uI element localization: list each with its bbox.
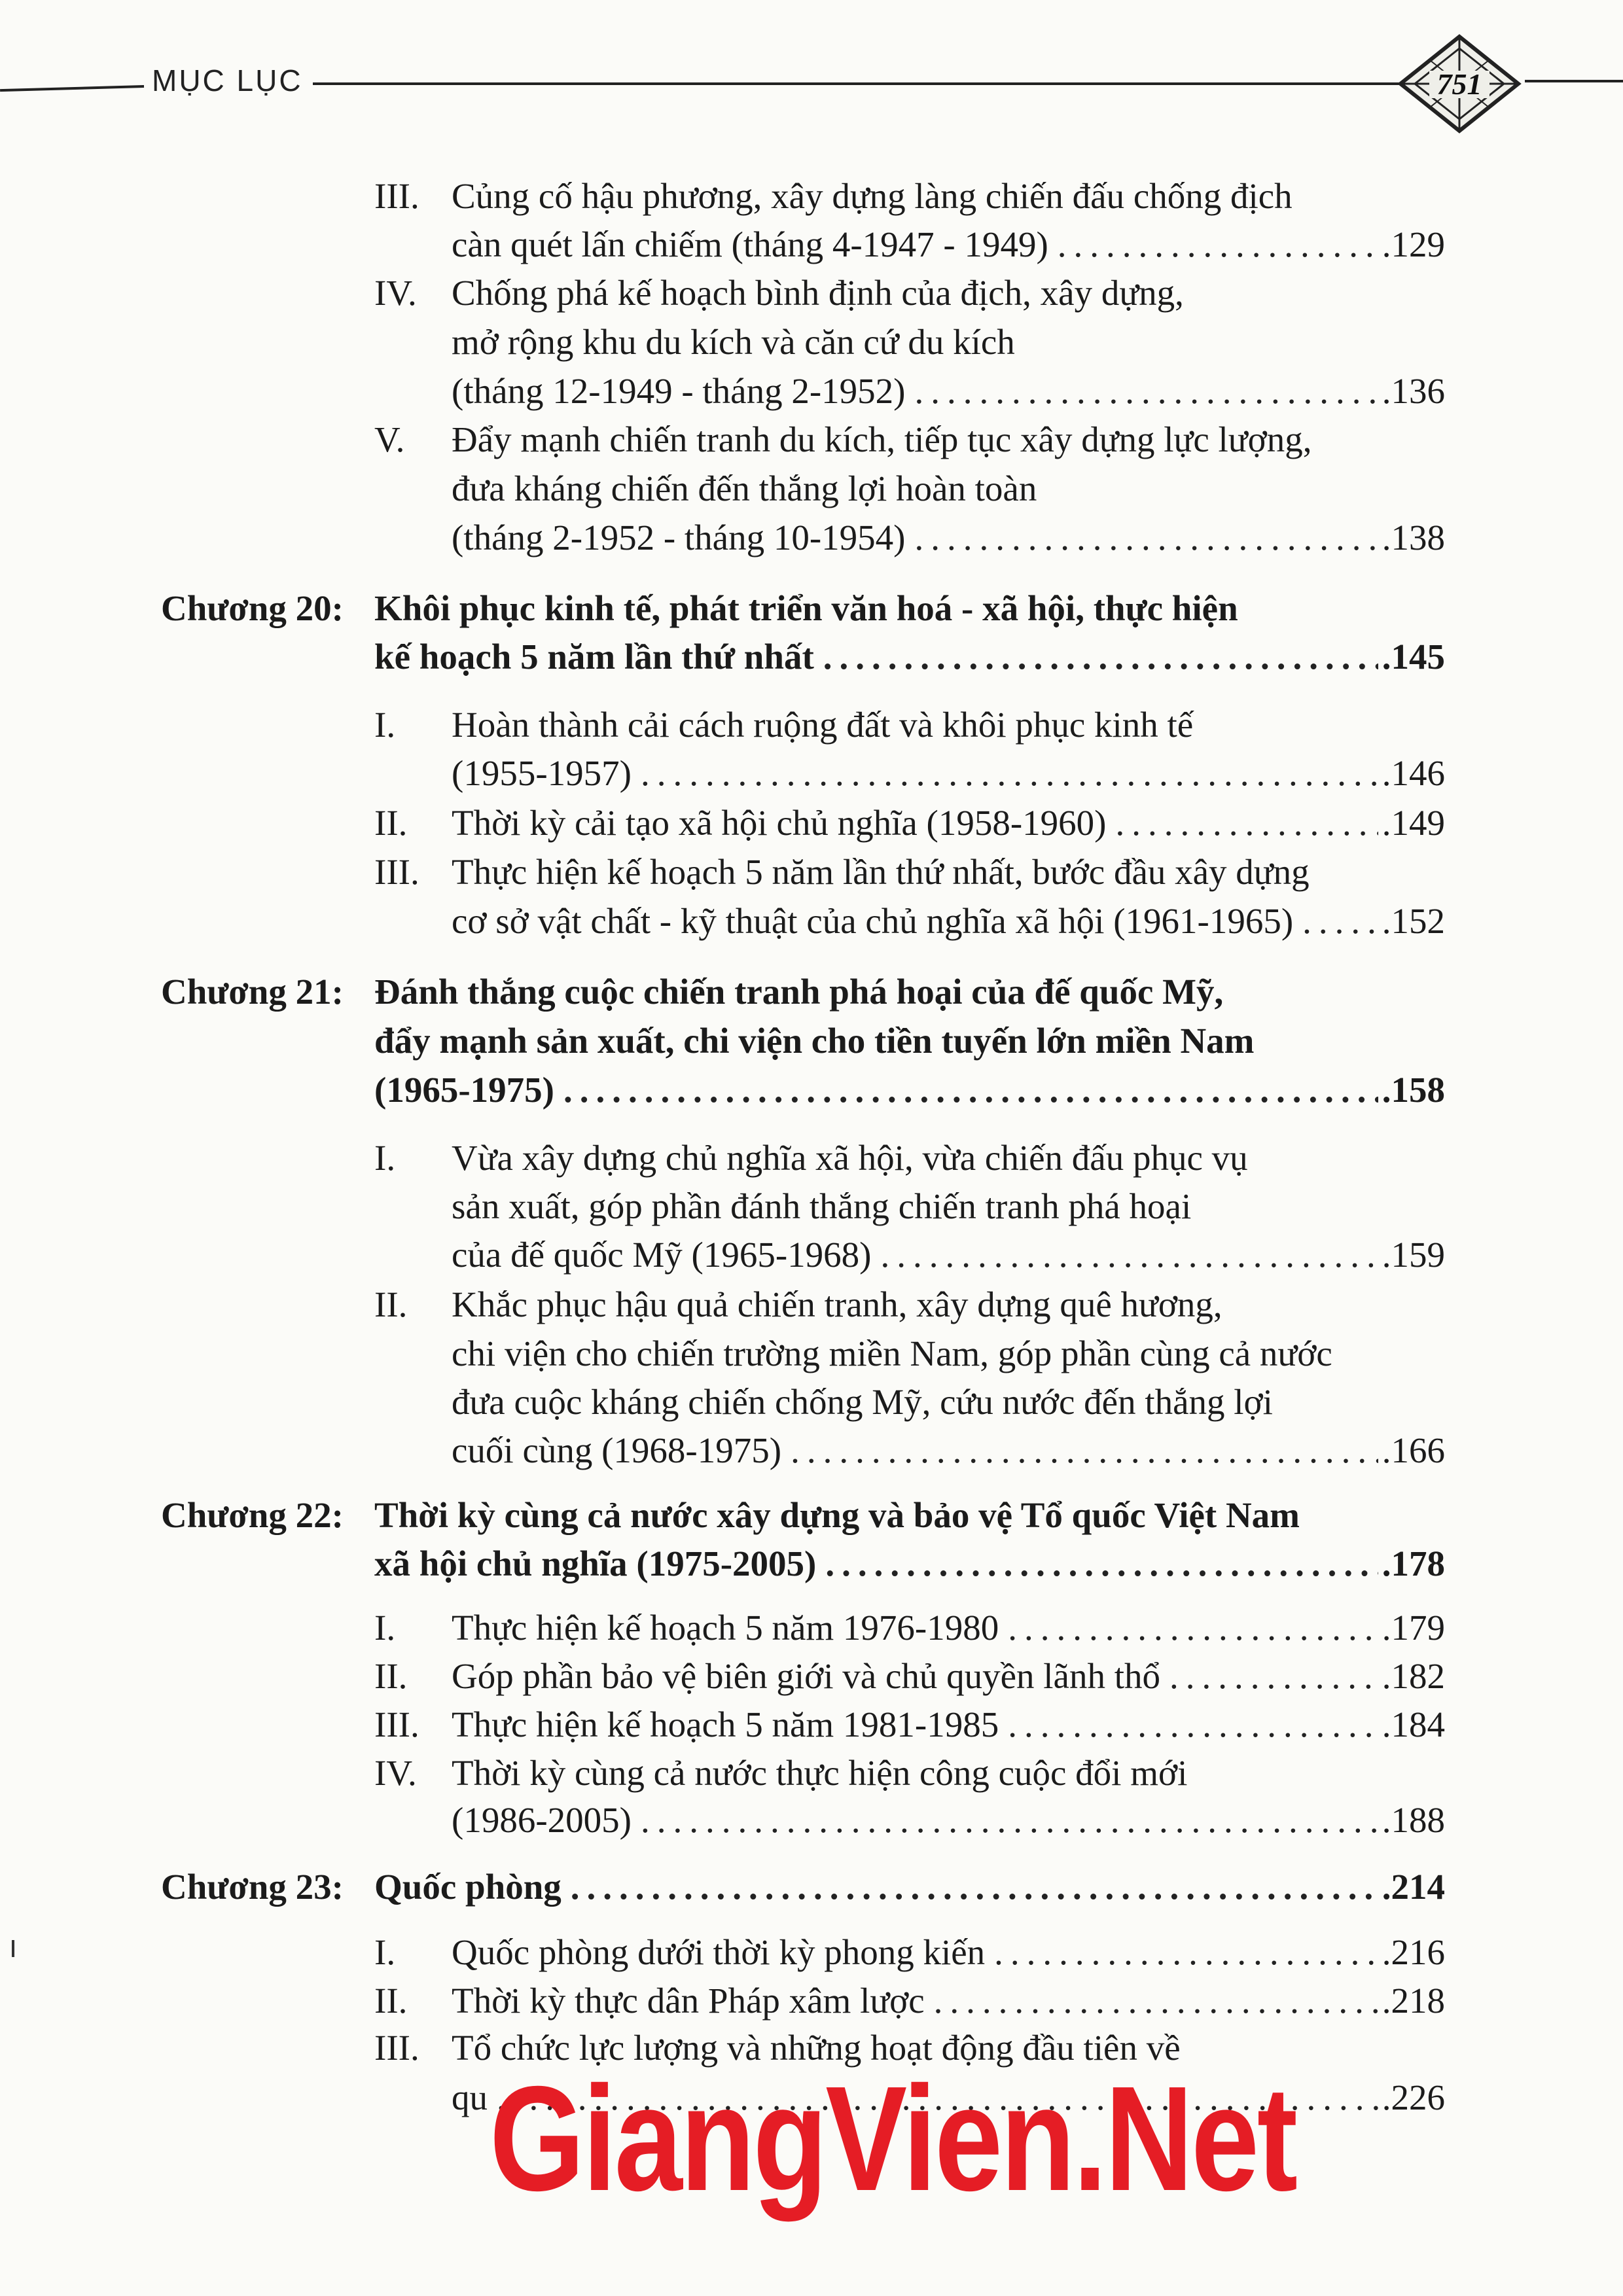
- section-title-line: Thực hiện kế hoạch 5 năm 1981-1985: [452, 1704, 999, 1744]
- toc-leader-line: [374, 1067, 1445, 1114]
- header-rule-left: [0, 85, 144, 92]
- page-ref: .226: [1382, 2077, 1445, 2117]
- section-title-line: Khắc phục hậu quả chiến tranh, xây dựng quê hương,: [452, 1284, 1222, 1324]
- section-title-line: Thời kỳ cùng cả nước thực hiện công cuộc đổi mới: [452, 1753, 1188, 1793]
- page-ref: .152: [1382, 901, 1445, 941]
- section-title-line: Củng cố hậu phương, xây dựng làng chiến đấu chống địch: [452, 176, 1293, 216]
- section-title-line: của đế quốc Mỹ (1965-1968): [452, 1235, 872, 1275]
- toc-leader-line: [452, 1701, 1445, 1748]
- section-number: I.: [374, 1608, 396, 1648]
- toc-leader-line: [452, 221, 1445, 268]
- toc-leader-line: [452, 750, 1445, 797]
- page-ref: .145: [1382, 637, 1445, 677]
- page-ref: .179: [1382, 1608, 1445, 1648]
- section-number: III.: [374, 176, 419, 216]
- toc-leader-line: [452, 1231, 1445, 1279]
- section-title-line: (1955-1957): [452, 753, 632, 793]
- toc-leader-line: [452, 898, 1445, 945]
- chapter-title-line: Thời kỳ cùng cả nước xây dựng và bảo vệ Tổ quốc Việt Nam: [374, 1495, 1300, 1535]
- section-number: III.: [374, 1704, 419, 1744]
- toc-leader-line: [374, 633, 1445, 680]
- section-title-line: cơ sở vật chất - kỹ thuật của chủ nghĩa xã hội (1961-1965): [452, 901, 1294, 941]
- page-header: [0, 0, 1623, 170]
- chapter-title-line: đẩy mạnh sản xuất, chi viện cho tiền tuyến lớn miền Nam: [374, 1021, 1255, 1061]
- page-ref: .184: [1382, 1704, 1445, 1744]
- header-title: MỤC LỤC: [152, 63, 303, 97]
- section-title-line: cuối cùng (1968-1975): [452, 1430, 782, 1470]
- section-title-line: càn quét lấn chiếm (tháng 4-1947 - 1949): [452, 224, 1048, 264]
- section-title-line: Góp phần bảo vệ biên giới và chủ quyền lãnh thổ: [452, 1656, 1161, 1696]
- page-ref: .182: [1382, 1656, 1445, 1696]
- page-ref: .149: [1382, 803, 1445, 843]
- section-title-line: chi viện cho chiến trường miền Nam, góp phần cùng cả nước: [452, 1333, 1332, 1373]
- page-number: 751: [1436, 67, 1482, 101]
- toc-leader-line: [452, 800, 1445, 847]
- margin-mark: [12, 1940, 14, 1957]
- section-number: III.: [374, 852, 419, 892]
- page-number-emblem: [1394, 31, 1525, 136]
- section-number: I.: [374, 1138, 396, 1178]
- page-ref: .214: [1382, 1867, 1445, 1907]
- toc-leader-line: [452, 1929, 1445, 1976]
- section-title-line: (1986-2005): [452, 1800, 632, 1840]
- toc-leader-line: [452, 1977, 1445, 2024]
- section-number: III.: [374, 2028, 419, 2068]
- page-ref: .218: [1382, 1981, 1445, 2021]
- section-title-line: Thực hiện kế hoạch 5 năm 1976-1980: [452, 1608, 999, 1648]
- page-ref: .216: [1382, 1932, 1445, 1972]
- toc-leader-line: [452, 514, 1445, 561]
- page-ref: .178: [1382, 1544, 1445, 1583]
- chapter-title-line: (1965-1975): [374, 1070, 554, 1110]
- section-title-line: Quốc phòng dưới thời kỳ phong kiến: [452, 1932, 986, 1972]
- page-ref: .129: [1382, 224, 1445, 264]
- section-number: I.: [374, 1932, 396, 1972]
- section-title-line: Chống phá kế hoạch bình định của địch, xây dựng,: [452, 273, 1184, 313]
- section-number: IV.: [374, 1753, 417, 1793]
- section-title-line: đưa kháng chiến đến thắng lợi hoàn toàn: [452, 468, 1037, 508]
- section-title-line: sản xuất, góp phần đánh thắng chiến tranh phá hoại: [452, 1186, 1192, 1226]
- chapter-label: Chương 21:: [161, 972, 344, 1012]
- page-ref: .159: [1382, 1235, 1445, 1275]
- section-number: II.: [374, 803, 408, 843]
- toc-leader-line: [452, 1797, 1445, 1844]
- section-title-line: Thời kỳ cải tạo xã hội chủ nghĩa (1958-1960): [452, 803, 1107, 843]
- section-title-line: Thực hiện kế hoạch 5 năm lần thứ nhất, bước đầu xây dựng: [452, 852, 1310, 892]
- section-title-line: mở rộng khu du kích và căn cứ du kích: [452, 322, 1015, 362]
- watermark: GiangVien.Net: [490, 2056, 1296, 2222]
- section-title-line: đưa cuộc kháng chiến chống Mỹ, cứu nước đến thắng lợi: [452, 1382, 1273, 1422]
- chapter-title-line: Quốc phòng: [374, 1867, 562, 1907]
- section-number: II.: [374, 1656, 408, 1696]
- chapter-title-line: Đánh thắng cuộc chiến tranh phá hoại của đế quốc Mỹ,: [374, 972, 1224, 1012]
- section-title-line: qu: [452, 2077, 488, 2117]
- section-number: II.: [374, 1981, 408, 2021]
- section-title-line: Tổ chức lực lượng và những hoạt động đầu tiên về: [452, 2028, 1181, 2068]
- chapter-title-line: Khôi phục kinh tế, phát triển văn hoá - xã hội, thực hiện: [374, 588, 1238, 628]
- section-number: V.: [374, 419, 405, 459]
- page-ref: .166: [1382, 1430, 1445, 1470]
- section-number: I.: [374, 705, 396, 745]
- header-rule-right: [1525, 80, 1623, 82]
- section-number: IV.: [374, 273, 417, 313]
- section-title-line: Thời kỳ thực dân Pháp xâm lược: [452, 1981, 925, 2021]
- section-title-line: Đẩy mạnh chiến tranh du kích, tiếp tục xây dựng lực lượng,: [452, 419, 1312, 459]
- chapter-title-line: kế hoạch 5 năm lần thứ nhất: [374, 637, 814, 677]
- toc-leader-line: [452, 368, 1445, 415]
- section-title-line: Vừa xây dựng chủ nghĩa xã hội, vừa chiến đấu phục vụ: [452, 1138, 1248, 1178]
- section-title-line: (tháng 2-1952 - tháng 10-1954): [452, 518, 906, 557]
- page-ref: .188: [1382, 1800, 1445, 1840]
- chapter-label: Chương 20:: [161, 588, 344, 628]
- page-ref: .138: [1382, 518, 1445, 557]
- toc-leader-line: [374, 1540, 1445, 1587]
- page-ref: .158: [1382, 1070, 1445, 1110]
- header-rule: [313, 82, 1399, 85]
- chapter-title-line: xã hội chủ nghĩa (1975-2005): [374, 1544, 817, 1583]
- chapter-label: Chương 23:: [161, 1867, 344, 1907]
- toc-leader-line: [452, 1604, 1445, 1651]
- page-ref: .136: [1382, 371, 1445, 411]
- section-title-line: Hoàn thành cải cách ruộng đất và khôi phục kinh tế: [452, 705, 1194, 745]
- section-number: II.: [374, 1284, 408, 1324]
- toc-leader-line: [452, 1653, 1445, 1700]
- chapter-label: Chương 22:: [161, 1495, 344, 1535]
- section-title-line: (tháng 12-1949 - tháng 2-1952): [452, 371, 906, 411]
- toc-leader-line: [452, 1427, 1445, 1474]
- toc-leader-line: [374, 1863, 1445, 1911]
- page-ref: .146: [1382, 753, 1445, 793]
